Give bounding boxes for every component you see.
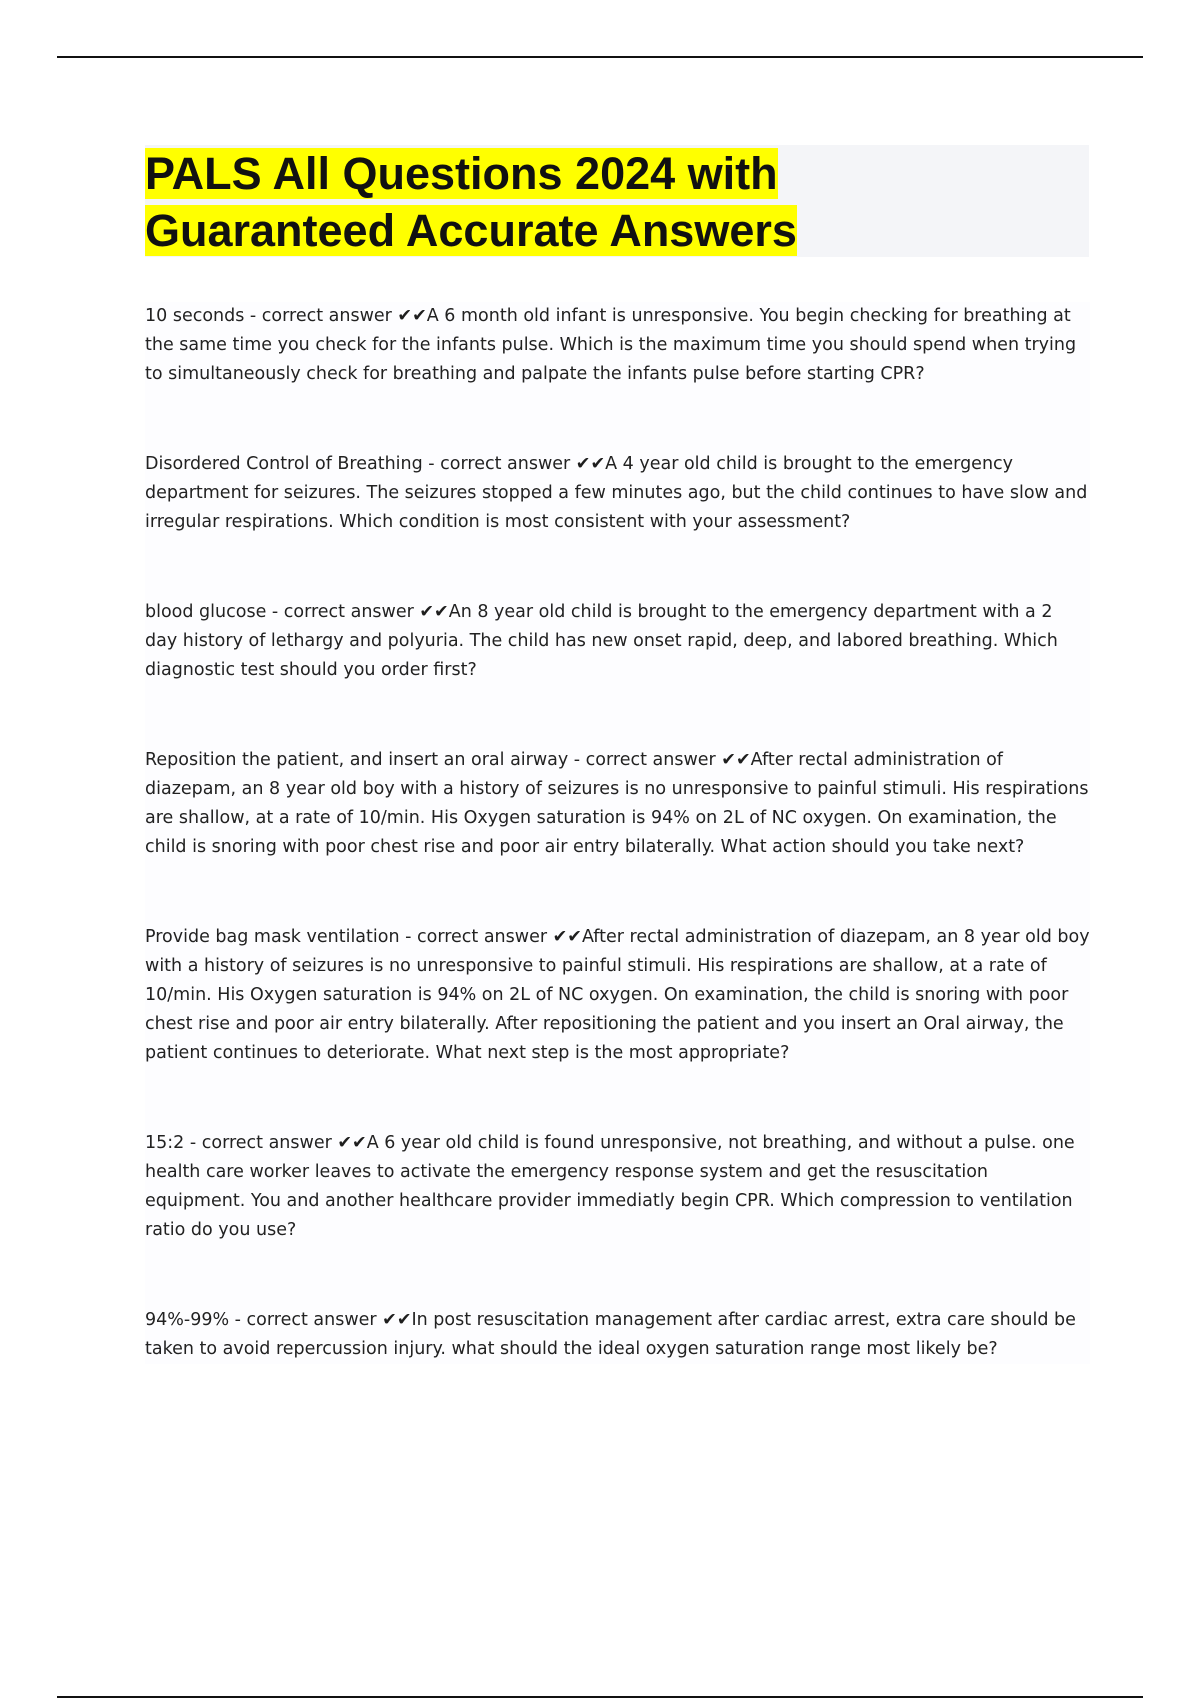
qa-item [145,1306,1090,1364]
question-text: An 8 year old child is brought to the emergency department with a 2 day history of lethargy and polyuria. The child has new onset rapid, deep, and labored breathing. Which diagnostic test should you order first? [145,602,1058,680]
check-mark-icon: ✔✔ [397,306,427,326]
check-mark-icon: ✔✔ [382,1310,412,1330]
bottom-rule [57,1696,1143,1698]
question-text: In post resuscitation management after cardiac arrest, extra care should be taken to avoid repercussion injury. what should the ideal oxygen saturation range most likely be? [145,1310,1076,1359]
document-title-line-2: Guaranteed Accurate Answers [145,205,797,256]
check-mark-icon: ✔✔ [552,927,582,947]
answer-text: 15:2 - correct answer [145,1133,338,1153]
qa-item [145,923,1090,1068]
qa-item [145,450,1090,537]
top-rule [57,56,1143,58]
answer-text: Reposition the patient, and insert an oral airway - correct answer [145,750,722,770]
check-mark-icon: ✔✔ [337,1133,367,1153]
check-mark-icon: ✔✔ [419,602,449,622]
check-mark-icon: ✔✔ [575,454,606,474]
check-mark-icon: ✔✔ [721,750,751,770]
question-text: After rectal administration of diazepam, an 8 year old boy with a history of seizures is no unresponsive to painful stimuli. His respirations are shallow, at a rate of 10/min. His Oxygen saturation is 94% on 2L of NC oxygen. On examination, the child is snoring with poor chest rise and poor air entry bilaterally. What action should you take next? [145,750,1089,857]
document-title [145,145,797,259]
answer-text: 10 seconds - correct answer [145,306,398,326]
document-title-line-1: PALS All Questions 2024 with [145,148,778,199]
qa-item [145,598,1090,685]
qa-item [145,302,1090,389]
question-text: A 6 month old infant is unresponsive. You begin checking for breathing at the same time you check for the infants pulse. Which is the maximum time you should spend when trying to simultaneously check for breathing and palpate the infants pulse before starting CPR? [145,306,1077,384]
answer-text: Disordered Control of Breathing - correct answer [145,454,576,474]
qa-item [145,746,1090,862]
question-text: A 6 year old child is found unresponsive, not breathing, and without a pulse. one health care worker leaves to activate the emergency response system and get the resuscitation equipment. You and another healthcare provider immediatly begin CPR. Which compression to ventilation ratio do you use? [145,1133,1075,1240]
qa-list [145,302,1090,1364]
answer-text: 94%-99% - correct answer [145,1310,383,1330]
answer-text: Provide bag mask ventilation - correct answer [145,927,553,947]
question-text: A 4 year old child is brought to the emergency department for seizures. The seizures stopped a few minutes ago, but the child continues to have slow and irregular respirations. Which condition is most consistent with your assessment? [145,454,1088,532]
question-text: After rectal administration of diazepam, an 8 year old boy with a history of seizures is no unresponsive to painful stimuli. His respirations are shallow, at a rate of 10/min. His Oxygen saturation is 94% on 2L of NC oxygen. On examination, the child is snoring with poor chest rise and poor air entry bilaterally. After repositioning the patient and you insert an Oral airway, the patient continues to deteriorate. What next step is the most appropriate? [145,927,1090,1063]
answer-text: blood glucose - correct answer [145,602,420,622]
qa-item [145,1129,1090,1245]
